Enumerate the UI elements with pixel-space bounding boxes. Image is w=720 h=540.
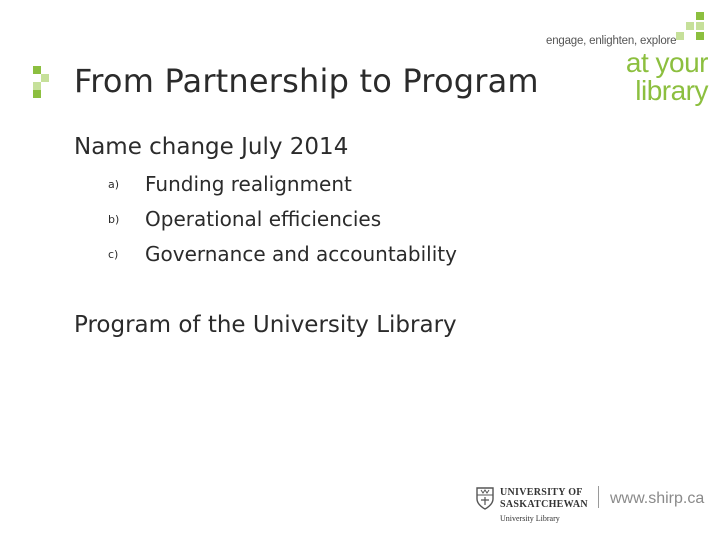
brand-line-1: at your (625, 47, 708, 78)
list-item-text: Operational efficiencies (145, 207, 382, 231)
closing-heading: Program of the University Library (74, 312, 457, 338)
footer-divider (598, 486, 599, 508)
brand-squares-icon (676, 12, 712, 48)
list-item-text: Governance and accountability (145, 242, 457, 266)
slide-title: From Partnership to Program (74, 62, 539, 100)
university-library-label: University Library (500, 514, 560, 523)
section-heading: Name change July 2014 (74, 134, 349, 160)
crest-icon (475, 486, 495, 510)
university-logo (475, 484, 595, 526)
list-marker: b) (108, 213, 120, 226)
footer-url: www.shirp.ca (610, 490, 705, 507)
brand-tagline: engage, enlighten, explore (546, 35, 677, 47)
university-name-line1: UNIVERSITY OF (500, 487, 583, 498)
title-bullet-icon (33, 66, 57, 98)
list-item-text: Funding realignment (145, 172, 352, 196)
list-marker: c) (108, 248, 119, 261)
university-name-line2: SASKATCHEWAN (500, 499, 588, 510)
brand-line-2: library (635, 75, 708, 106)
list-marker: a) (108, 178, 120, 191)
